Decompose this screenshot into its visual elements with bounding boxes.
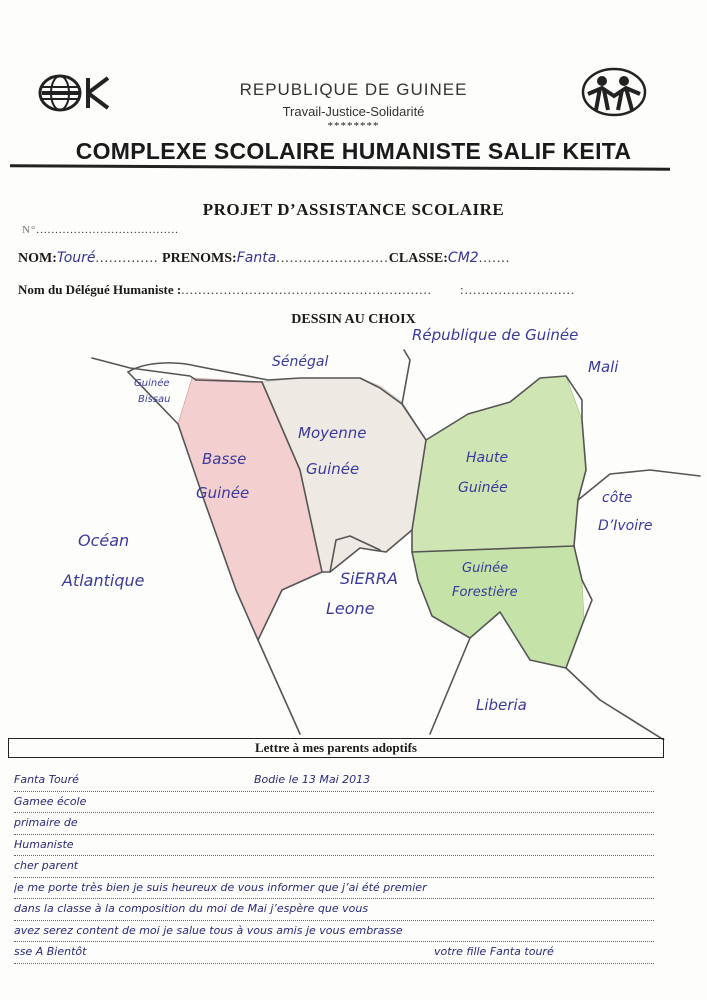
map-label-forestiere: Guinée (462, 561, 509, 576)
map-label-guinee-bissau: Guinée (134, 378, 170, 389)
school-name: COMPLEXE SCOLAIRE HUMANISTE SALIF KEITA (75, 138, 632, 164)
map-label-guinee-bissau-2: Bissau (138, 394, 171, 405)
number-label: N° (22, 224, 37, 236)
letter-signature: votre fille Fanta touré (434, 945, 554, 958)
delegate-row: Nom du Délégué Humaniste :........................................................... :.......................... (18, 282, 576, 297)
number-line: N°...................................... (22, 224, 179, 236)
letter-line: dans la classe à la composition du moi de Mai j’espère que vous (14, 899, 654, 921)
map-label-cote: côte (602, 490, 633, 506)
nom-label: NOM: (18, 251, 57, 266)
letter-sender-name: Fanta Touré (14, 773, 79, 786)
map-label-haute-2: Guinée (458, 480, 508, 496)
letter-line: avez serez content de moi je salue tous à vous amis je vous embrasse (14, 921, 654, 943)
header-divider (10, 164, 670, 170)
map-label-cote-2: D’Ivoire (598, 518, 653, 534)
map-label-moyenne: Moyenne (298, 424, 367, 442)
letter-line (14, 770, 654, 792)
map-label-ocean: Océan (78, 531, 130, 550)
letter-line: primaire de (14, 813, 654, 835)
letter-line: cher parent (14, 856, 654, 878)
classe-label: CLASSE: (388, 251, 448, 266)
national-motto: Travail-Justice-Solidarité (282, 104, 425, 119)
guinea-map-drawing (0, 300, 707, 740)
letter-body (14, 770, 654, 964)
identity-row: NOM:Touré.............. PRENOMS:Fanta.........................CLASSE:CM2....... (18, 250, 511, 266)
map-label-moyenne-2: Guinée (306, 460, 360, 478)
map-label-sierra-2: Leone (326, 599, 375, 618)
map-label-basse-2: Guinée (196, 484, 250, 502)
letter-date: Bodie le 13 Mai 2013 (254, 773, 371, 786)
map-label-basse: Basse (202, 450, 247, 468)
map-label-ocean-2: Atlantique (62, 571, 145, 590)
prenoms-value: Fanta (236, 250, 277, 266)
map-label-liberia: Liberia (476, 696, 527, 714)
letter-line: je me porte très bien je suis heureux de vous informer que j’ai été premier (14, 878, 654, 900)
classe-value: CM2 (447, 250, 479, 266)
letter-line (14, 942, 654, 964)
map-label-forestiere-2: Forestière (452, 585, 518, 600)
map-label-country-title: République de Guinée (412, 326, 579, 344)
map-label-sierra: SiERRA (340, 569, 398, 588)
delegue-label: Nom du Délégué Humaniste : (18, 282, 182, 297)
letter-line: Humaniste (14, 835, 654, 857)
project-title: PROJET D’ASSISTANCE SCOLAIRE (202, 200, 505, 219)
map-label-haute: Haute (466, 450, 509, 466)
map-label-senegal: Sénégal (272, 354, 329, 370)
map-label-mali: Mali (588, 358, 619, 376)
drawing-title: DESSIN AU CHOIX (291, 312, 416, 327)
stars-separator: ******** (327, 120, 380, 132)
nom-value: Touré (56, 250, 96, 266)
letter-closing: sse A Bientôt (14, 945, 87, 958)
prenoms-label: PRENOMS: (162, 251, 237, 266)
country-name: REPUBLIQUE DE GUINEE (239, 80, 468, 99)
letter-line: Gamee école (14, 792, 654, 814)
letter-title: Lettre à mes parents adoptifs (8, 738, 664, 758)
